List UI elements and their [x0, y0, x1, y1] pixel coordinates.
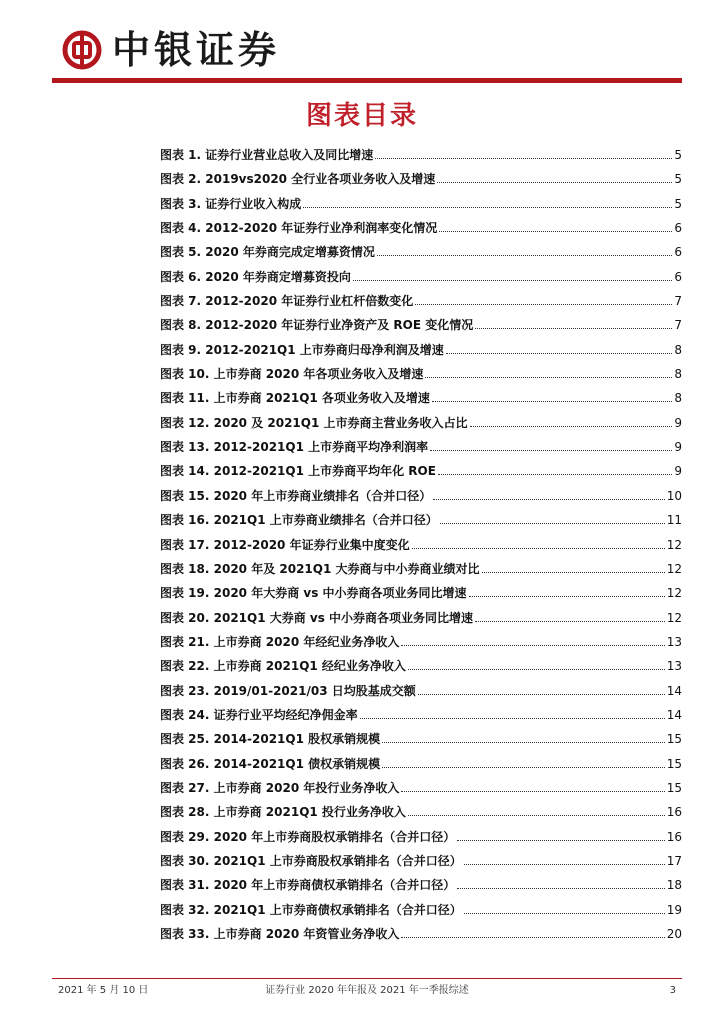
page-header: [0, 0, 724, 90]
toc-dot-leader: [353, 270, 673, 281]
toc-entry-page: 13: [666, 659, 682, 674]
toc-entry[interactable]: [160, 340, 682, 364]
toc-entry-label: 图表 31. 2020 年上市券商债权承销排名（合并口径）: [160, 878, 456, 893]
toc-dot-leader: [464, 903, 665, 914]
toc-entry[interactable]: [160, 754, 682, 778]
toc-entry[interactable]: [160, 583, 682, 607]
table-of-figures: [160, 145, 682, 948]
toc-entry[interactable]: [160, 242, 682, 266]
toc-entry-label: 图表 23. 2019/01-2021/03 日均股基成交额: [160, 683, 416, 698]
toc-entry-page: 16: [666, 829, 682, 844]
toc-entry[interactable]: [160, 194, 682, 218]
toc-entry-label: 图表 7. 2012-2020 年证券行业杠杆倍数变化: [160, 294, 414, 309]
toc-entry-label: 图表 26. 2014-2021Q1 债权承销规模: [160, 756, 381, 771]
toc-entry-label: 图表 20. 2021Q1 大券商 vs 中小券商各项业务同比增速: [160, 610, 474, 625]
toc-entry-page: 12: [666, 537, 682, 552]
toc-dot-leader: [401, 781, 664, 792]
bank-of-china-logo-icon: [62, 30, 102, 70]
toc-entry-page: 5: [674, 148, 682, 162]
toc-entry[interactable]: [160, 851, 682, 875]
toc-entry[interactable]: [160, 559, 682, 583]
toc-dot-leader: [408, 805, 665, 816]
toc-entry-label: 图表 1. 证券行业营业总收入及同比增速: [160, 148, 374, 162]
toc-entry-page: 8: [674, 342, 682, 357]
toc-entry-page: 9: [674, 440, 682, 455]
brand-name: 中银证券: [112, 27, 281, 72]
toc-entry-page: 16: [666, 805, 682, 820]
toc-entry[interactable]: [160, 632, 682, 656]
toc-entry-label: 图表 18. 2020 年及 2021Q1 大券商与中小券商业绩对比: [160, 561, 480, 576]
toc-entry-page: 15: [666, 780, 682, 795]
toc-entry-page: 5: [674, 172, 682, 187]
toc-entry[interactable]: [160, 900, 682, 924]
toc-dot-leader: [475, 318, 672, 329]
footer-date: 2021 年 5 月 10 日: [58, 985, 149, 996]
toc-entry-label: 图表 4. 2012-2020 年证券行业净利润率变化情况: [160, 221, 438, 236]
toc-entry[interactable]: [160, 875, 682, 899]
toc-dot-leader: [430, 440, 672, 451]
toc-dot-leader: [375, 148, 672, 159]
toc-dot-leader: [382, 732, 665, 743]
toc-entry-label: 图表 28. 上市券商 2021Q1 投行业务净收入: [160, 805, 406, 820]
toc-entry-page: 8: [674, 391, 682, 406]
toc-entry[interactable]: [160, 169, 682, 193]
toc-dot-leader: [438, 464, 672, 475]
footer-page-number: 3: [669, 985, 676, 996]
toc-entry[interactable]: [160, 486, 682, 510]
toc-entry-page: 11: [666, 513, 682, 528]
toc-entry-label: 图表 12. 2020 及 2021Q1 上市券商主营业务收入占比: [160, 415, 468, 430]
toc-dot-leader: [439, 221, 672, 232]
toc-entry-page: 7: [674, 318, 682, 333]
toc-entry-page: 15: [666, 732, 682, 747]
toc-dot-leader: [469, 586, 665, 597]
toc-dot-leader: [377, 245, 673, 256]
toc-dot-leader: [457, 878, 665, 889]
toc-dot-leader: [401, 635, 664, 646]
toc-entry[interactable]: [160, 364, 682, 388]
toc-dot-leader: [446, 343, 673, 354]
toc-entry-label: 图表 14. 2012-2021Q1 上市券商平均年化 ROE: [160, 464, 436, 479]
toc-entry-label: 图表 8. 2012-2020 年证券行业净资产及 ROE 变化情况: [160, 318, 474, 333]
toc-dot-leader: [408, 659, 665, 670]
toc-entry[interactable]: [160, 218, 682, 242]
toc-dot-leader: [440, 513, 665, 524]
toc-entry[interactable]: [160, 315, 682, 339]
toc-entry-page: 12: [666, 586, 682, 601]
toc-dot-leader: [418, 684, 665, 695]
header-divider: [52, 78, 682, 83]
toc-entry[interactable]: [160, 827, 682, 851]
toc-entry-page: 6: [674, 221, 682, 236]
toc-entry-page: 15: [666, 756, 682, 771]
toc-dot-leader: [464, 854, 665, 865]
toc-entry-label: 图表 32. 2021Q1 上市券商债权承销排名（合并口径）: [160, 902, 462, 917]
toc-dot-leader: [475, 611, 665, 622]
toc-entry-page: 10: [666, 488, 682, 503]
toc-entry[interactable]: [160, 924, 682, 948]
toc-entry-label: 图表 9. 2012-2021Q1 上市券商归母净利润及增速: [160, 342, 444, 357]
toc-entry[interactable]: [160, 535, 682, 559]
toc-entry-label: 图表 16. 2021Q1 上市券商业绩排名（合并口径）: [160, 513, 438, 528]
toc-entry[interactable]: [160, 388, 682, 412]
toc-entry[interactable]: [160, 510, 682, 534]
toc-entry[interactable]: [160, 145, 682, 169]
toc-entry-label: 图表 21. 上市券商 2020 年经纪业务净收入: [160, 634, 400, 649]
toc-entry-label: 图表 3. 证券行业收入构成: [160, 196, 302, 211]
toc-entry-label: 图表 17. 2012-2020 年证券行业集中度变化: [160, 537, 410, 552]
toc-dot-leader: [401, 927, 664, 938]
footer-divider: [52, 978, 682, 979]
toc-dot-leader: [482, 562, 665, 573]
toc-entry-page: 14: [666, 683, 682, 698]
toc-entry[interactable]: [160, 778, 682, 802]
toc-entry-page: 6: [674, 245, 682, 260]
toc-entry-page: 7: [674, 294, 682, 309]
toc-entry[interactable]: [160, 802, 682, 826]
toc-entry-label: 图表 30. 2021Q1 上市券商股权承销排名（合并口径）: [160, 853, 462, 868]
toc-entry[interactable]: [160, 267, 682, 291]
toc-entry-label: 图表 6. 2020 年券商定增募资投向: [160, 269, 351, 284]
toc-dot-leader: [457, 830, 665, 841]
toc-entry[interactable]: [160, 437, 682, 461]
toc-dot-leader: [470, 416, 673, 427]
toc-entry-page: 12: [666, 610, 682, 625]
toc-entry[interactable]: [160, 705, 682, 729]
toc-dot-leader: [433, 489, 665, 500]
toc-entry-label: 图表 27. 上市券商 2020 年投行业务净收入: [160, 780, 400, 795]
toc-entry-label: 图表 19. 2020 年大券商 vs 中小券商各项业务同比增速: [160, 586, 467, 601]
toc-entry-page: 13: [666, 634, 682, 649]
toc-dot-leader: [360, 708, 665, 719]
toc-dot-leader: [303, 197, 672, 208]
toc-entry-label: 图表 25. 2014-2021Q1 股权承销规模: [160, 732, 381, 747]
toc-entry-label: 图表 15. 2020 年上市券商业绩排名（合并口径）: [160, 488, 432, 503]
toc-entry[interactable]: [160, 413, 682, 437]
toc-entry-label: 图表 5. 2020 年券商完成定增募资情况: [160, 245, 375, 260]
toc-dot-leader: [432, 391, 672, 402]
toc-entry-page: 20: [666, 927, 682, 941]
toc-entry-page: 17: [666, 853, 682, 868]
toc-entry-label: 图表 11. 上市券商 2021Q1 各项业务收入及增速: [160, 391, 430, 406]
toc-entry-page: 9: [674, 464, 682, 479]
toc-entry-label: 图表 33. 上市券商 2020 年资管业务净收入: [160, 927, 400, 941]
toc-entry-label: 图表 24. 证券行业平均经纪净佣金率: [160, 707, 358, 722]
toc-entry[interactable]: [160, 291, 682, 315]
toc-entry-page: 18: [666, 878, 682, 893]
toc-entry[interactable]: [160, 461, 682, 485]
toc-entry-page: 8: [674, 367, 682, 382]
toc-entry-page: 9: [674, 415, 682, 430]
toc-dot-leader: [415, 294, 672, 305]
toc-entry-page: 14: [666, 707, 682, 722]
toc-dot-leader: [382, 757, 665, 768]
toc-dot-leader: [412, 538, 665, 549]
toc-entry[interactable]: [160, 729, 682, 753]
toc-entry[interactable]: [160, 656, 682, 680]
page-footer: [58, 984, 676, 1000]
toc-entry-page: 6: [674, 269, 682, 284]
toc-dot-leader: [437, 172, 672, 183]
toc-entry[interactable]: [160, 681, 682, 705]
footer-report-title: 证券行业 2020 年年报及 2021 年一季报综述: [265, 985, 469, 996]
toc-entry-label: 图表 2. 2019vs2020 全行业各项业务收入及增速: [160, 172, 436, 187]
toc-entry-page: 12: [666, 561, 682, 576]
toc-entry-page: 19: [666, 902, 682, 917]
toc-entry-label: 图表 29. 2020 年上市券商股权承销排名（合并口径）: [160, 829, 456, 844]
toc-entry-label: 图表 22. 上市券商 2021Q1 经纪业务净收入: [160, 659, 406, 674]
toc-entry-label: 图表 13. 2012-2021Q1 上市券商平均净利润率: [160, 440, 429, 455]
page-title: 图表目录: [305, 101, 418, 131]
toc-entry-page: 5: [674, 196, 682, 211]
toc-entry-label: 图表 10. 上市券商 2020 年各项业务收入及增速: [160, 367, 424, 382]
toc-dot-leader: [425, 367, 672, 378]
toc-entry[interactable]: [160, 608, 682, 632]
